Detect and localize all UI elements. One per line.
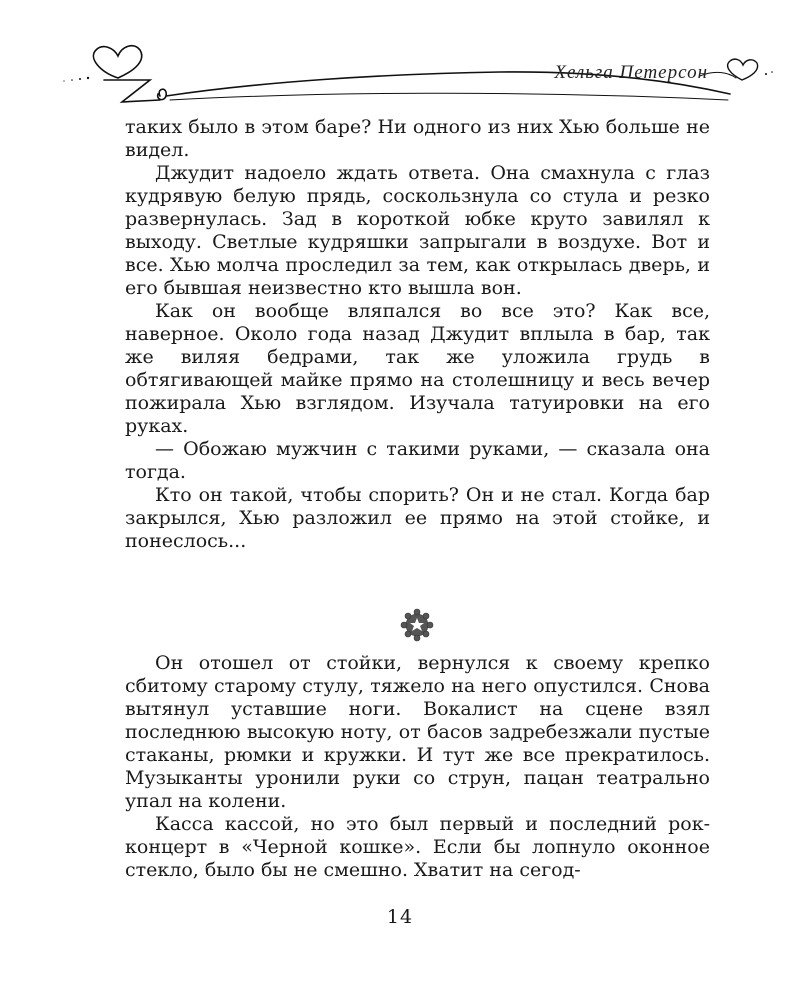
paragraph: Как он вообще вляпался во все это? Как все, наверное. Около года назад Джудит вплыла в бар, так же виляя бедрами, так же уложила грудь в обтягивающей майке прямо на столешницу и весь вечер пожирала Хью взглядом. Изучала татуировки на его руках.: [125, 300, 710, 437]
running-header: [0, 0, 800, 110]
paragraph: Он отошел от стойки, вернулся к своему крепко сбитому старому стулу, тяжело на него опустился. Снова вытянул уставшие ноги. Вокалист на сцене взял последнюю высокую ноту, от басов задребезжали пустые стаканы, рюмки и кружки. И тут же все прекратилось. Музыканты уронили руки со струн, пацан театрально упал на колени.: [125, 652, 710, 812]
paragraph: Касса кассой, но это был первый и последний рок-концерт в «Черной кошке». Если бы лопнуло оконное стекло, было бы не смешно. Хватит на сегод-: [125, 813, 710, 881]
body-text-section-1: [125, 116, 710, 553]
paragraph: — Обожаю мужчин с такими руками, — сказала она тогда.: [125, 438, 710, 483]
body-text-section-2: [125, 652, 710, 882]
header-flourish-icon: [0, 0, 800, 110]
paragraph: Кто он такой, чтобы спорить? Он и не стал. Когда бар закрылся, Хью разложил ее прямо на этой стойке, и понеслось...: [125, 484, 710, 552]
running-header-author: Хельга Петерсон: [554, 62, 708, 83]
paragraph: таких было в этом баре? Ни одного из них Хью больше не видел.: [125, 116, 710, 161]
page-number: 14: [386, 906, 414, 928]
paragraph: Джудит надоело ждать ответа. Она смахнула с глаз кудрявую белую прядь, соскользнула со стула и резко развернулась. Зад в короткой юбке круто завилял к выходу. Светлые кудряшки запрыгали в воздухе. Вот и все. Хью молча проследил за тем, как открылась дверь, и его бывшая неизвестно кто вышла вон.: [125, 162, 710, 299]
section-break-ornament-icon: [398, 606, 436, 644]
